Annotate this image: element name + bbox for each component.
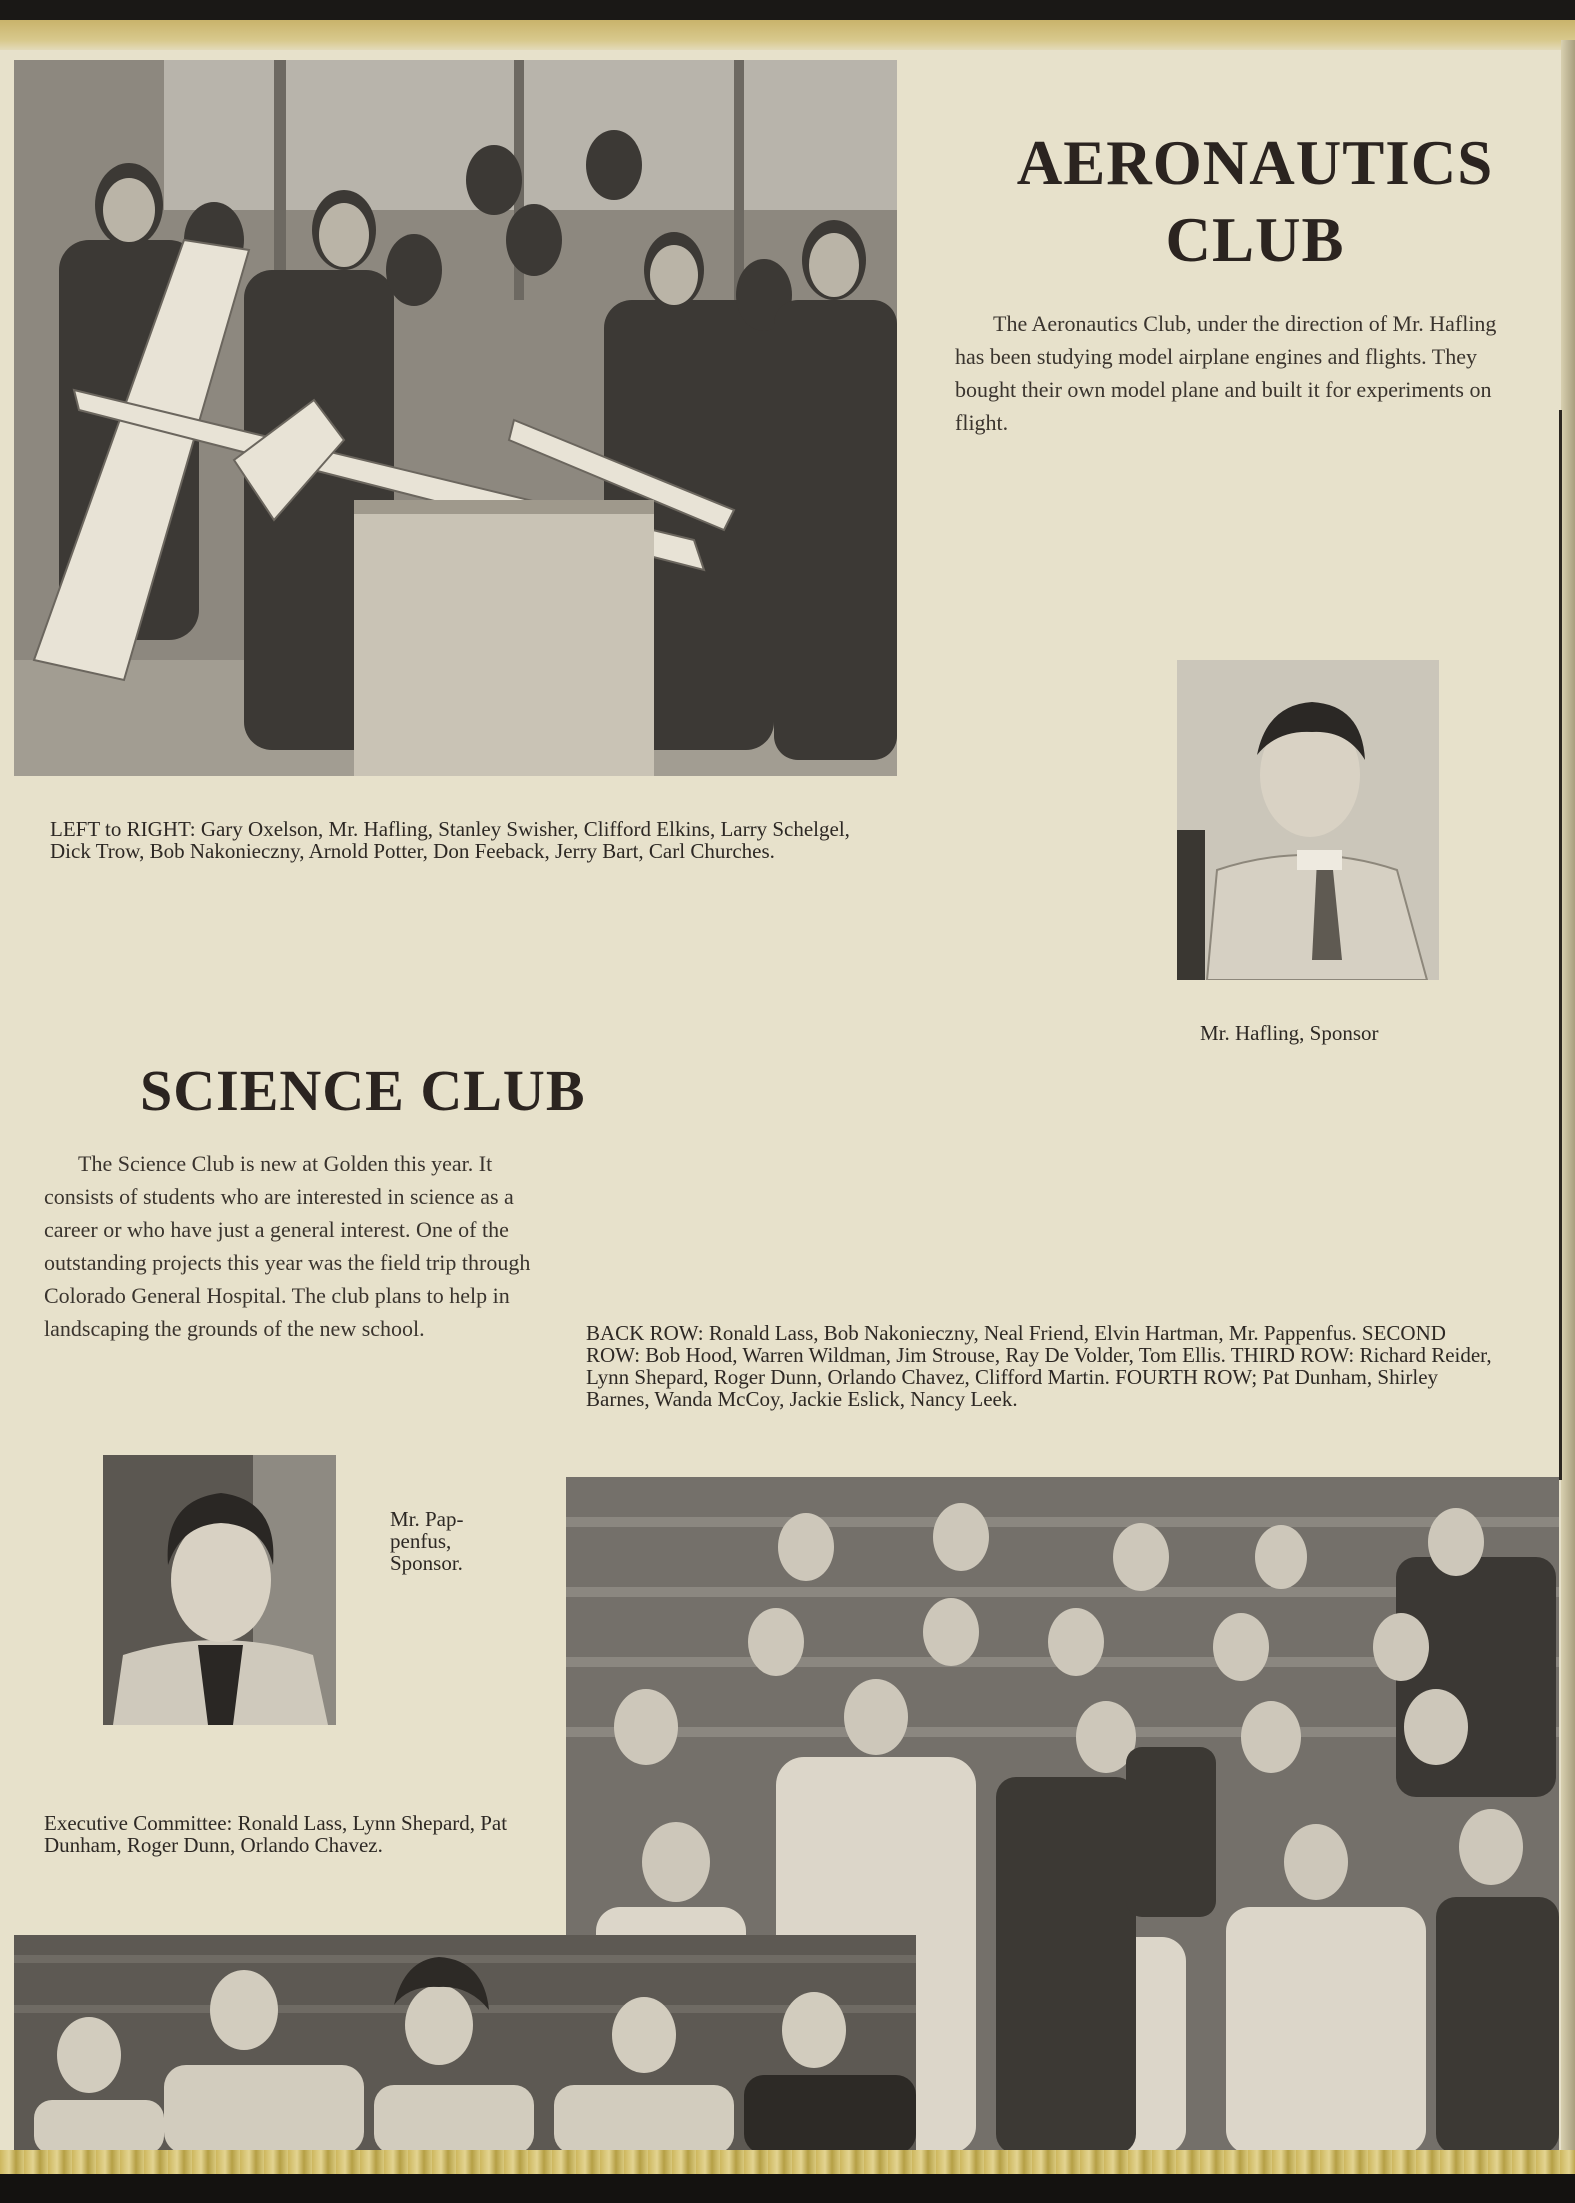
bottom-dark-edge <box>0 2174 1575 2203</box>
pappenfus-caption-line2: penfus, <box>390 1529 452 1553</box>
pappenfus-caption-line3: Sponsor. <box>390 1551 463 1575</box>
science-club-description: The Science Club is new at Golden this year. It consists of students who are interested in science as a career or who have just a general interest. One of the outstanding projects this year was the field trip through Colorado General Hospital. The club plans to help in landscaping the grounds of the new school. <box>44 1151 531 1341</box>
aeronautics-group-photo <box>14 60 897 776</box>
aeronautics-group-caption: LEFT to RIGHT: Gary Oxelson, Mr. Hafling, Stanley Swisher, Clifford Elkins, Larry Schelgel, Dick Trow, Bob Nakonieczny, Arnold Potter, Don Feeback, Jerry Bart, Carl Churches. <box>50 817 850 863</box>
pappenfus-caption-line1: Mr. Pap- <box>390 1507 464 1531</box>
aeronautics-description: The Aeronautics Club, under the direction of Mr. Hafling has been studying model airplane engines and flights. They bought their own model plane and built it for experiments on flight. <box>955 311 1497 435</box>
hafling-portrait-photo <box>1177 660 1439 980</box>
hafling-sponsor-caption: Mr. Hafling, Sponsor <box>1200 1021 1379 1045</box>
top-gold-border <box>0 20 1575 54</box>
executive-committee-photo <box>14 1935 916 2154</box>
pappenfus-portrait-photo <box>103 1455 336 1725</box>
science-group-caption: BACK ROW: Ronald Lass, Bob Nakonieczny, Neal Friend, Elvin Hartman, Mr. Pappenfus. SECOND ROW: Bob Hood, Warren Wildman, Jim Strouse, Ray De Volder, Tom Ellis. THIRD ROW: Richard Reider, Lynn Shepard, Roger Dunn, Orlando Chavez, Clifford Martin. FOURTH ROW; Pat Dunham, Shirley Barnes, Wanda McCoy, Jackie Eslick, Nancy Leek. <box>586 1321 1492 1411</box>
bottom-gold-border <box>0 2150 1575 2174</box>
aeronautics-title-line1: AERONAUTICS <box>1016 128 1494 198</box>
science-club-title: SCIENCE CLUB <box>140 1058 586 1123</box>
aeronautics-title-line2: CLUB <box>1165 205 1345 275</box>
executive-committee-caption: Executive Committee: Ronald Lass, Lynn Shepard, Pat Dunham, Roger Dunn, Orlando Chavez. <box>44 1811 508 1857</box>
page-right-edge <box>1561 40 1575 2160</box>
page-edge-shadow <box>1559 410 1562 1480</box>
